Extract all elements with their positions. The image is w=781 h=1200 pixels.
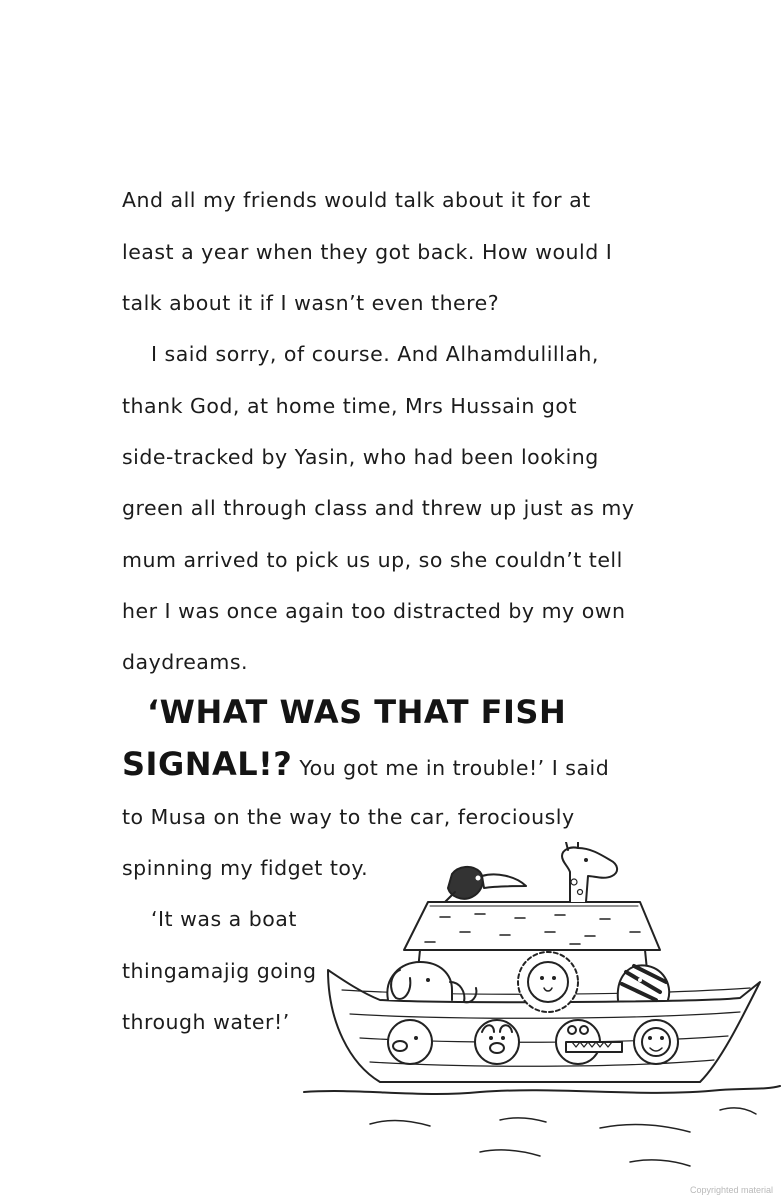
- dog-porthole: [475, 1020, 519, 1064]
- text-line: daydreams.: [122, 650, 249, 674]
- text-line: to Musa on the way to the car, ferociously: [122, 805, 575, 829]
- text-line-shout: [122, 744, 609, 788]
- text-line: thingamajig going: [122, 959, 317, 983]
- text-line: talk about it if I wasn’t even there?: [122, 291, 500, 315]
- text-line: through water!’: [122, 1010, 290, 1034]
- text-line: green all through class and threw up just as my: [122, 496, 635, 520]
- lion-icon: [518, 952, 578, 1012]
- elephant-icon: [387, 962, 476, 1002]
- water-waves: [304, 1086, 780, 1166]
- giraffe-icon: [562, 842, 617, 902]
- text-line: I said sorry, of course. And Alhamdulillah,: [151, 342, 599, 366]
- shout-line-1: ‘WHAT WAS THAT FISH: [147, 693, 567, 731]
- after-shout-text: You got me in trouble!’ I said: [292, 756, 610, 780]
- text-line: spinning my fidget toy.: [122, 856, 369, 880]
- noah-ark-illustration: [300, 842, 781, 1172]
- text-line: her I was once again too distracted by my own: [122, 599, 626, 623]
- text-line: side-tracked by Yasin, who had been looking: [122, 445, 599, 469]
- copyright-notice: Copyrighted material: [689, 1185, 773, 1195]
- text-line: thank God, at home time, Mrs Hussain got: [122, 394, 577, 418]
- zebra-icon: [618, 965, 669, 1000]
- text-line: And all my friends would talk about it for at: [122, 188, 591, 212]
- shout-line-2: SIGNAL!?: [122, 745, 293, 783]
- toucan-icon: [445, 867, 526, 902]
- pig-porthole: [388, 1020, 432, 1064]
- text-line: mum arrived to pick us up, so she couldn’t tell: [122, 548, 623, 572]
- text-line: ‘It was a boat: [151, 907, 297, 931]
- monkey-porthole: [634, 1020, 678, 1064]
- text-line: least a year when they got back. How would I: [122, 240, 613, 264]
